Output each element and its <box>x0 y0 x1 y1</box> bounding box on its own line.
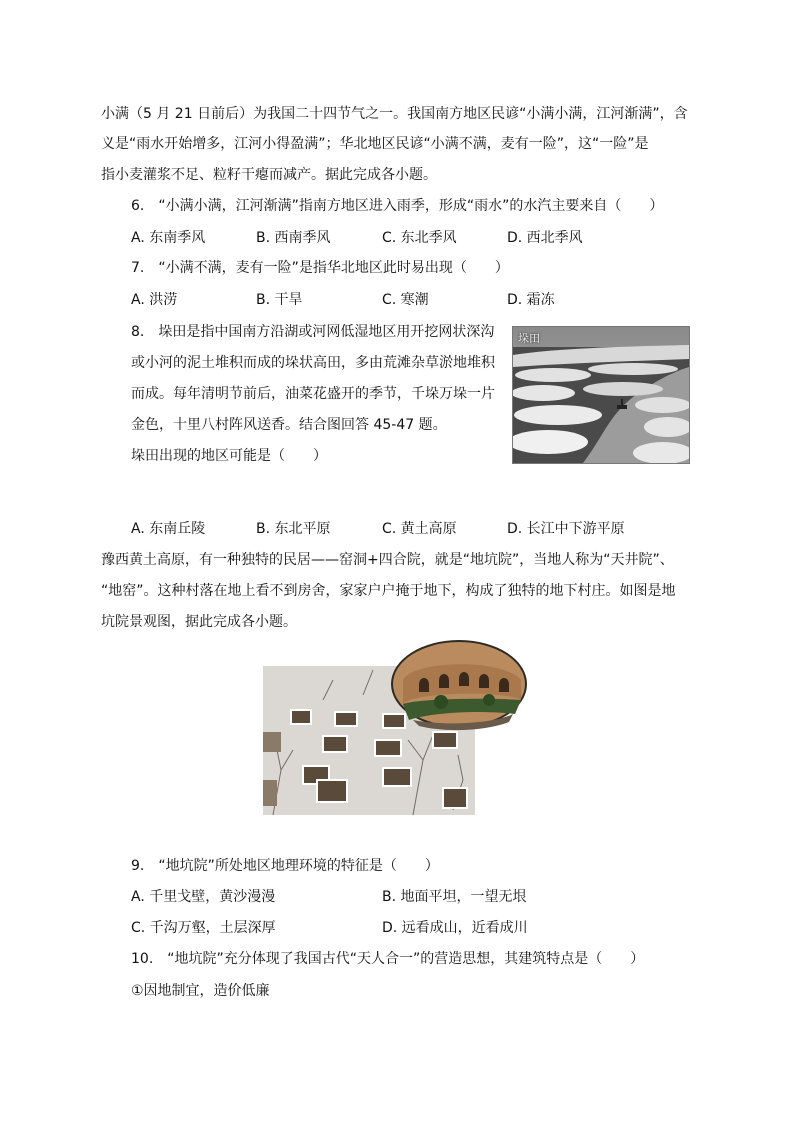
q8-line-3: 而成。每年清明节前后，油菜花盛开的季节，千垛万垛一片 <box>131 386 495 402</box>
q6-stem: 6. “小满小满，江河渐满”指南方地区进入雨季，形成“雨水”的水汽主要来自（ ） <box>131 198 664 214</box>
q6-option-a[interactable]: A. 东南季风 <box>131 230 206 246</box>
q10-stem: 10. “地坑院”充分体现了我国古代“天人合一”的营造思想，其建筑特点是（ ） <box>131 951 645 967</box>
intro2-line-2: “地窑”。这种村落在地上看不到房舍，家家户户掩于地下，构成了独特的地下村庄。如图是地 <box>101 583 676 599</box>
q8-line-1: 8. 垛田是指中国南方沿湖或河网低湿地区用开挖网状深沟 <box>131 324 495 340</box>
intro2-line-1: 豫西黄土高原，有一种独特的民居——窑洞+四合院，就是“地坑院”，当地人称为“天井院”、 <box>101 552 674 568</box>
q9-option-c[interactable]: C. 千沟万壑，土层深厚 <box>131 920 276 936</box>
q6-option-c[interactable]: C. 东北季风 <box>382 230 457 246</box>
dikengyuan-figure <box>263 640 529 816</box>
q10-item-1: ①因地制宜，造价低廉 <box>131 983 270 999</box>
q9-option-b[interactable]: B. 地面平坦，一望无垠 <box>382 889 527 905</box>
q8-option-b[interactable]: B. 东北平原 <box>256 521 331 537</box>
q7-option-a[interactable]: A. 洪涝 <box>131 292 178 308</box>
q8-option-c[interactable]: C. 黄土高原 <box>382 521 457 537</box>
intro-line-2: 义是“雨水开始增多，江河小得盈满”；华北地区民谚“小满不满，麦有一险”，这“一险”是 <box>101 136 649 152</box>
q8-option-d[interactable]: D. 长江中下游平原 <box>507 521 625 537</box>
q7-option-d[interactable]: D. 霜冻 <box>507 292 555 308</box>
q8-question: 垛田出现的地区可能是（ ） <box>131 448 327 464</box>
q9-stem: 9. “地坑院”所处地区地理环境的特征是（ ） <box>131 858 439 874</box>
intro-line-3: 指小麦灌浆不足、粒籽干瘪而减产。据此完成各小题。 <box>101 167 437 183</box>
duotian-photo-label: 垛田 <box>518 332 540 345</box>
q7-stem: 7. “小满不满，麦有一险”是指华北地区此时易出现（ ） <box>131 260 509 276</box>
q6-option-b[interactable]: B. 西南季风 <box>256 230 331 246</box>
duotian-illustration <box>513 327 689 463</box>
q8-line-4: 金色，十里八村阵风送香。结合图回答 45-47 题。 <box>131 417 447 433</box>
q8-option-a[interactable]: A. 东南丘陵 <box>131 521 206 537</box>
q6-option-d[interactable]: D. 西北季风 <box>507 230 583 246</box>
q7-option-b[interactable]: B. 干旱 <box>256 292 303 308</box>
q9-option-a[interactable]: A. 千里戈壁，黄沙漫漫 <box>131 889 276 905</box>
q7-option-c[interactable]: C. 寒潮 <box>382 292 429 308</box>
q9-option-d[interactable]: D. 远看成山，近看成川 <box>382 920 528 936</box>
intro2-line-3: 坑院景观图，据此完成各小题。 <box>101 614 297 630</box>
q8-line-2: 或小河的泥土堆积而成的垛状高田，多由荒滩杂草淤地堆积 <box>131 355 495 371</box>
duotian-photo <box>512 326 690 464</box>
intro-line-1: 小满（5 月 21 日前后）为我国二十四节气之一。我国南方地区民谚“小满小满，江河渐满”，含 <box>101 106 688 122</box>
dikengyuan-illustration <box>263 640 529 816</box>
